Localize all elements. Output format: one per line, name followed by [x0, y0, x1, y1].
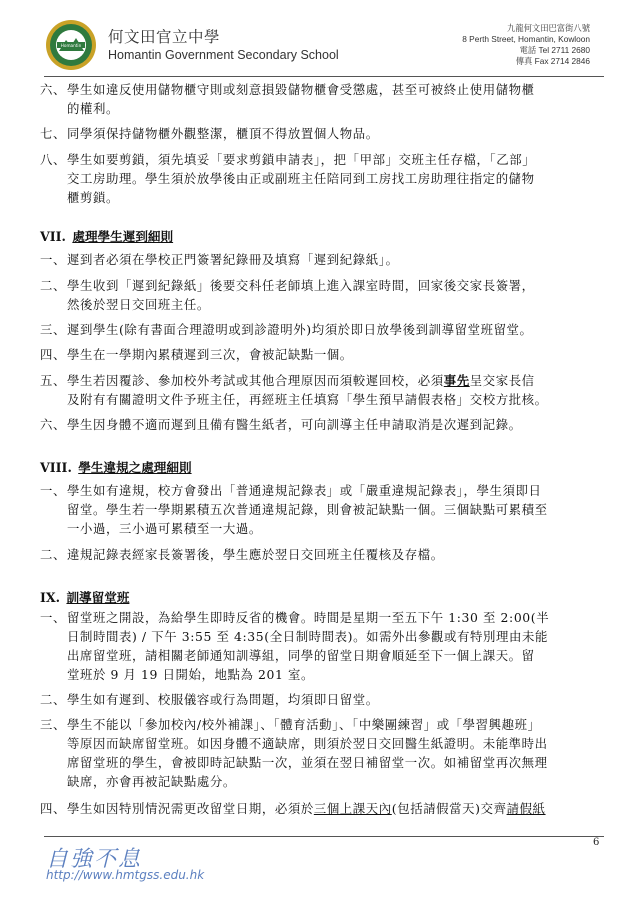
- address-english: 8 Perth Street, Homantin, Kowloon: [462, 34, 590, 44]
- telephone: 電話 Tel 2711 2680: [519, 45, 590, 55]
- school-website-link[interactable]: http://www.hmtgss.edu.hk: [46, 868, 205, 882]
- section-heading-ix: IX. 訓導留堂班: [40, 590, 130, 605]
- page-number: 6: [593, 837, 600, 848]
- section-heading-vii: VII. 處理學生遲到細則: [40, 229, 174, 244]
- school-name-chinese: 何文田官立中學: [108, 28, 221, 46]
- document-page: Homantin 何文田官立中學 Homantin Government Secondary School 九龍何文田巴富街八號 8 Perth Street, Homantin, Kowloon 電話 Tel 2711 2680 傳真 Fax 2714 2846 六、 學生如違反使用儲物櫃守則或刻意損毀儲物櫃會受懲處，甚至可被終止使用儲物櫃 的權利。 七、 同學須保持儲物櫃外觀整潔，櫃頂不得放置個人物品。 八、 學生如要剪鎖，須先填妥「要求剪鎖申請表」，把「甲部」交班主任存檔，「乙部」 交工房助理。學生須於放學後由正或副班主任陪同到工房找工房助理往指定的儲物 櫃剪鎖。 VII. 處理學生遲到細則 一、 遲到者必須在學校正門簽署紀錄冊及填寫「遲到紀錄紙」。 二、 學生收到「遲到紀錄紙」後要交科任老師填上進入課室時間，回家後交家長簽署， 然後於翌日交回班主任。 三、 遲到學生(除有書面合理證明或到診證明外)均須於即日放學後到訓導留堂班留堂。 四、 學生在一學期內累積遲到三次，會被記缺點一個。 五、 學生若因覆診、參加校外考試或其他合理原因而須較遲回校，必須事先呈交家長信 及附有有關證明文件予班主任，再經班主任填寫「學生預早請假表格」交校方批核。 六、 學生因身體不適而遲到且備有醫生紙者，可向訓導主任申請取消是次遲到記錄。 VIII. 學生違規之處理細則 一、 學生如有違規，校方會發出「普通違規記錄表」或「嚴重違規記錄表」，學生須即日 留堂。學生若一學期累積五次普通違規記錄，則會被記缺點一個。三個缺點可累積至 一小過，三小過可累積至一大過。 二、 違規記錄表經家長簽署後，學生應於翌日交回班主任覆核及存檔。 IX. 訓導留堂班 一、 留堂班之開設，為給學生即時反省的機會。時間是星期一至五下午 1:30 至 2:00(半 日制時間表) / 下午 3:55 至 4:35(全日制時間表)。如需外出參觀或有特別理由未能 出席留堂班，請相關老師通知訓導組，同學的留堂日期會順延至下一個上課天。留 堂班於 9 月 19 日開始，地點為 201 室。 二、 學生如有遲到、校服儀容或行為問題，均須即日留堂。 三、 學生不能以「參加校內/校外補課」、「體育活動」、「中樂團練習」或「學習興趣班」 等原因而缺席留堂班。如因身體不適缺席，則須於翌日交回醫生紙證明。未能準時出 席留堂班的學生，會被即時記缺點一次，並須在翌日補留堂一次。如補留堂再次無理 缺席，亦會再被記缺點處分。 四、 學生如因特別情況需更改留堂日期，必須於三個上課天內(包括請假當天)交齊請假紙 自強不息 http://www.hmtgss.edu.hk 6: [0, 0, 636, 898]
- svg-text:Homantin: Homantin: [60, 43, 82, 48]
- emphasis-text: 事先: [443, 373, 470, 388]
- underlined-text: 三個上課天內: [313, 801, 392, 816]
- fax: 傳真 Fax 2714 2846: [515, 56, 590, 66]
- address-chinese: 九龍何文田巴富街八號: [507, 23, 590, 33]
- section-heading-viii: VIII. 學生違規之處理細則: [40, 460, 192, 475]
- school-address: [462, 23, 590, 67]
- school-crest-icon: [44, 18, 98, 72]
- underlined-text: 請假紙: [506, 801, 546, 816]
- footer-divider: [44, 836, 604, 837]
- header-divider: [44, 76, 604, 77]
- letterhead: [0, 0, 636, 74]
- school-name-english: Homantin Government Secondary School: [108, 48, 339, 62]
- school-motto: 自強不息: [46, 847, 143, 872]
